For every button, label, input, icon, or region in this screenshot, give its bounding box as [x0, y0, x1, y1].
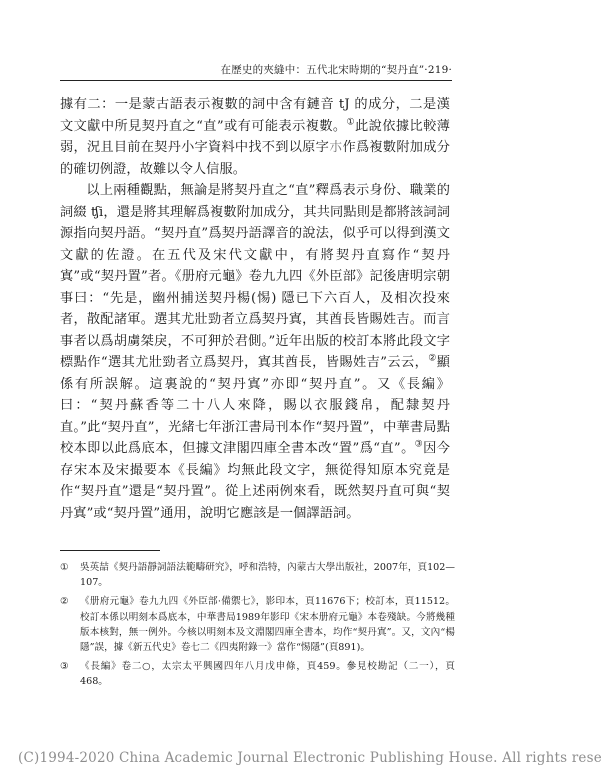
footnote-3-text: 《長編》卷二○，太宗太平興國四年八月戊申條，頁459。參見校勘記（二一），頁468。: [80, 661, 455, 688]
paragraph-1-text-c: 作爲複數附加成分的確切例證，故難以令人信服。: [60, 140, 450, 177]
footnote-2-text: 《册府元龜》卷九九四《外臣部·備禦七》，影印本，頁11676下；校訂本，頁11512。校訂本係以明刻本爲底本，中華書局1989年影印《宋本册府元龜》本卷殘缺。今將幾種版本核對，無一例外。今核以明刻本及文淵閣四庫全書本，均作“契丹寘”。又，文內“楊隱”誤，據《新五代史》卷七二《四夷附錄一》當作“惕隱”(頁891)。: [80, 596, 455, 654]
footnote-1-mark: ①: [60, 562, 69, 573]
footnote-3: [60, 659, 455, 689]
footnotes: [60, 560, 455, 694]
footnote-2-mark: ②: [60, 596, 69, 608]
footnote-1-text: 吳英喆《契丹語靜詞語法範疇研究》，呼和浩特，內蒙古大學出版社，2007年，頁102—107。: [80, 562, 455, 589]
paragraph-1-text-b: 此說依據比較薄弱，況且目前在契丹小字資料中找不到以原字: [60, 118, 450, 155]
copyright-watermark: (C)1994-2020 China Academic Journal Electronic Publishing House. All rights rese: [18, 750, 602, 766]
footnote-1: [60, 560, 455, 590]
footnote-ref-2[interactable]: ②: [428, 353, 437, 364]
footnote-2: [60, 594, 455, 655]
header-rule: [60, 80, 452, 81]
footnote-ref-1[interactable]: ①: [346, 117, 356, 128]
paragraph-1-text-a: 據有二：一是蒙古語表示複數的詞中含有鏈音 tJ 的成分，二是漢文文獻中所見契丹直之“直”或有可能表示複數。: [60, 97, 450, 134]
footnote-3-mark: ③: [60, 661, 69, 673]
footnote-ref-3[interactable]: ③: [414, 439, 424, 450]
main-text: [60, 94, 450, 524]
paragraph-2-text-b: 顯係有所誤解。這裏說的“契丹寘”亦即“契丹直”。又《長編》曰：“契丹蘇香等二十八人來降，賜以衣服錢帛，配隸契丹直。”此“契丹直”，光緒七年浙江書局刊本作“契丹置”，中華書局點校本即以此爲底本，但據文津閣四庫全書本改“置”爲“直”。: [60, 355, 451, 456]
paragraph-1: [60, 94, 450, 180]
paragraph-2: [60, 180, 450, 524]
khitan-glyph: 朩: [329, 140, 343, 155]
paragraph-2-text-a: 以上兩種觀點，無論是將契丹直之“直”釋爲表示身份、職業的詞綴 ʧi，還是將其理解爲複數附加成分，其共同點則是都將該詞詞源指向契丹語。“契丹直”爲契丹語譯音的說法，似乎可以得到漢文文獻的佐證。在五代及宋代文獻中，有將契丹直寫作“契丹寘”或“契丹置”者。《册府元龜》卷九九四《外臣部》記後唐明宗朝事曰：“先是，幽州捕送契丹楊(惕) 隱已下六百人，及相次投來者，散配諸軍。選其尤壯勁者立爲契丹寘，其酋長皆賜姓吉。而言事者以爲胡虜桀戾，不可狎於君側。”近年出版的校訂本將此段文字標點作“選其尤壯勁者立爲契丹，寘其酋長，皆賜姓吉”云云，: [60, 183, 450, 370]
running-header: 在歷史的夾縫中：五代北宋時期的“契丹直”·219·: [220, 64, 452, 76]
footnote-rule: [60, 550, 160, 551]
paragraph-2-text-c: 因今存宋本及宋撮要本《長編》均無此段文字，無從得知原本究竟是作“契丹直”還是“契丹置”。從上述兩例來看，既然契丹直可與“契丹寘”或“契丹置”通用，說明它應該是一個譯語詞。: [60, 441, 450, 521]
